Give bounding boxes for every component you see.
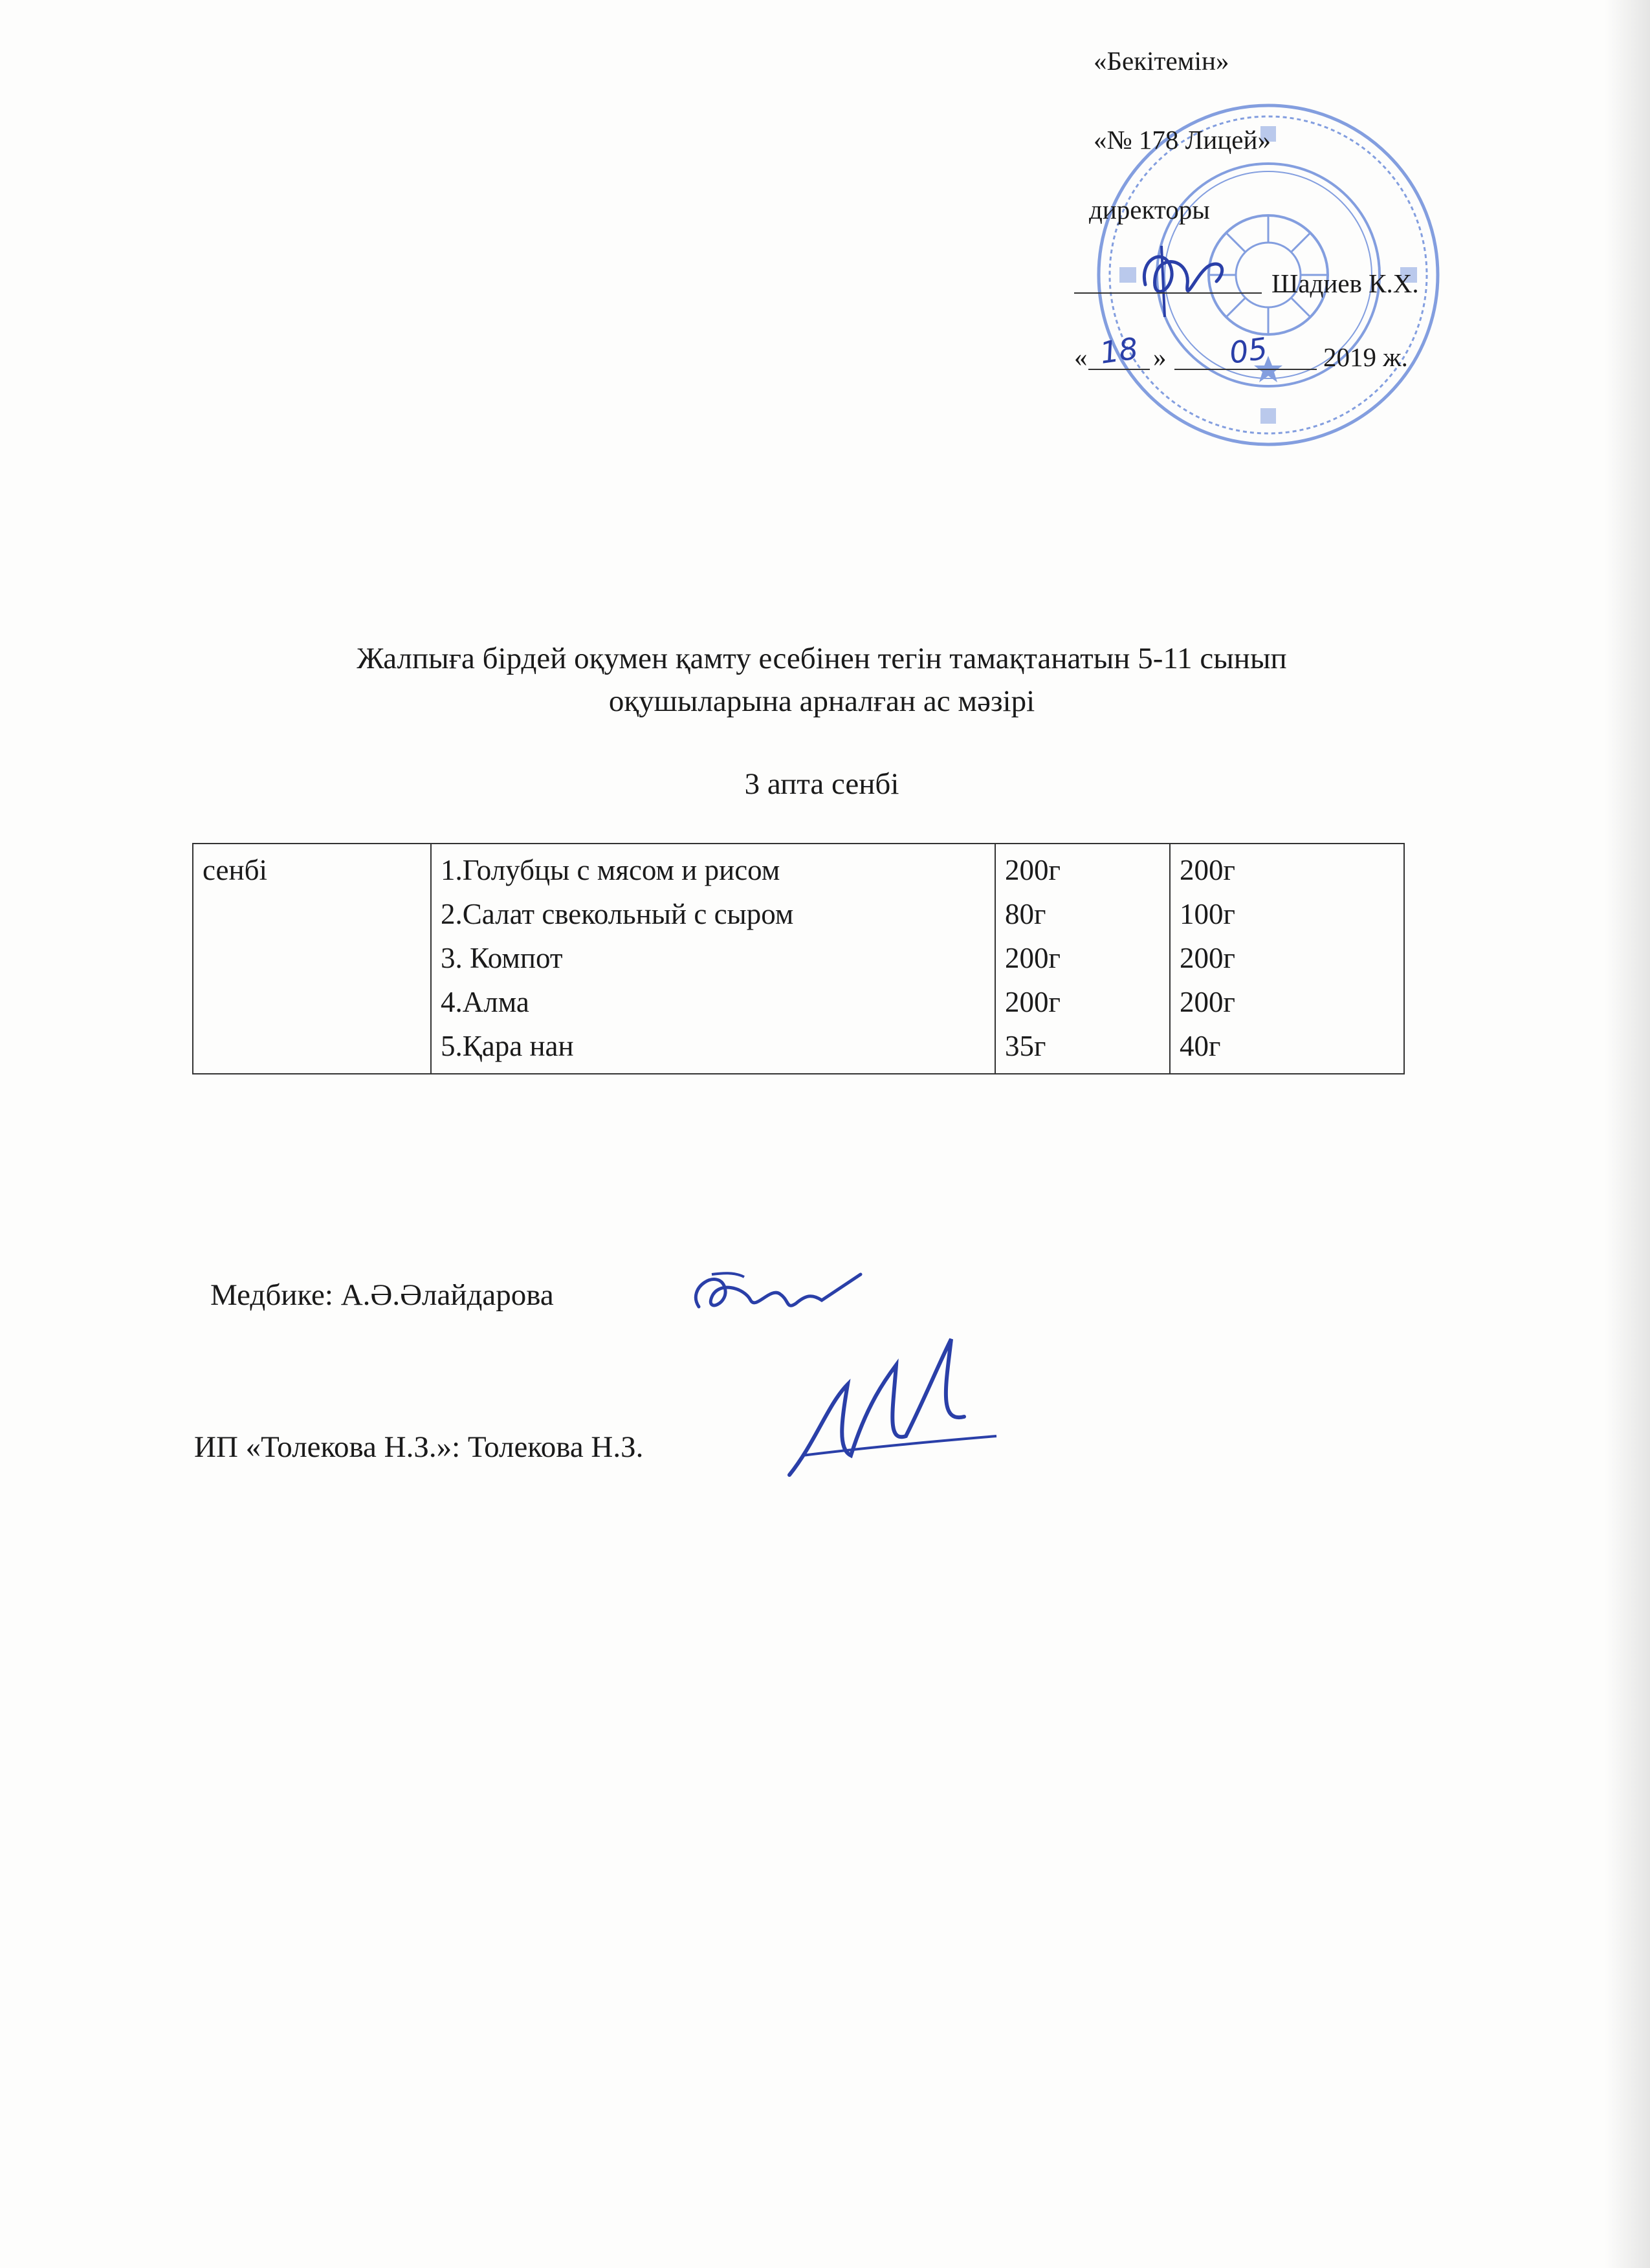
portion-b: 200г [1180,854,1235,886]
nurse-signature [673,1248,867,1333]
date-year: 2019 ж. [1323,342,1408,372]
dish-item: 5.Қара нан [441,1030,574,1062]
date-day-underline [1088,369,1150,370]
signature-underline [1074,292,1262,294]
supplier-signature [776,1326,1022,1494]
portion-b: 100г [1180,898,1235,930]
menu-table [192,843,1405,1074]
date-close-quote: » [1153,342,1167,372]
date-month: 05 [1227,331,1270,371]
table-row [193,844,1404,1074]
dish-item: 3. Компот [441,942,563,974]
date-day: 18 [1097,331,1141,371]
portion-b: 40г [1180,1030,1221,1062]
dish-item: 2.Салат свекольный с сыром [441,898,794,930]
supplier-line: ИП «Толекова Н.З.»: Толекова Н.З. [194,1430,644,1464]
lyceum-name: «№ 178 Лицей» [1094,125,1271,155]
dish-item: 1.Голубцы с мясом и рисом [441,854,780,886]
director-signature [1126,233,1242,323]
approval-block [0,0,1650,453]
portion-b: 200г [1180,986,1235,1018]
director-role: директоры [1089,195,1210,224]
dish-item: 4.Алма [441,986,529,1018]
day-label: сенбі [203,854,267,886]
portion-a: 80г [1005,898,1046,930]
portion-a: 200г [1005,986,1061,1018]
date-open-quote: « [1074,342,1088,372]
portion-a: 35г [1005,1030,1046,1062]
portion-a: 200г [1005,854,1061,886]
director-name: Шадиев К.Х. [1271,268,1419,298]
document-title [194,637,1449,723]
date-month-underline [1174,369,1317,370]
day-cell [193,844,431,1074]
portion-b: 200г [1180,942,1235,974]
title-line-2: оқушыларына арналған ас мәзірі [608,684,1035,718]
portion-a-cell [995,844,1170,1074]
portion-a: 200г [1005,942,1061,974]
approval-title: «Бекітемін» [1094,46,1229,76]
nurse-line: Медбике: А.Ә.Әлайдарова [210,1278,554,1312]
portion-b-cell [1170,844,1404,1074]
document-subtitle: 3 апта сенбі [744,767,899,801]
dishes-cell [431,844,995,1074]
title-line-1: Жалпыға бірдей оқумен қамту есебінен тегін тамақтанатын 5-11 сынып [357,642,1287,675]
